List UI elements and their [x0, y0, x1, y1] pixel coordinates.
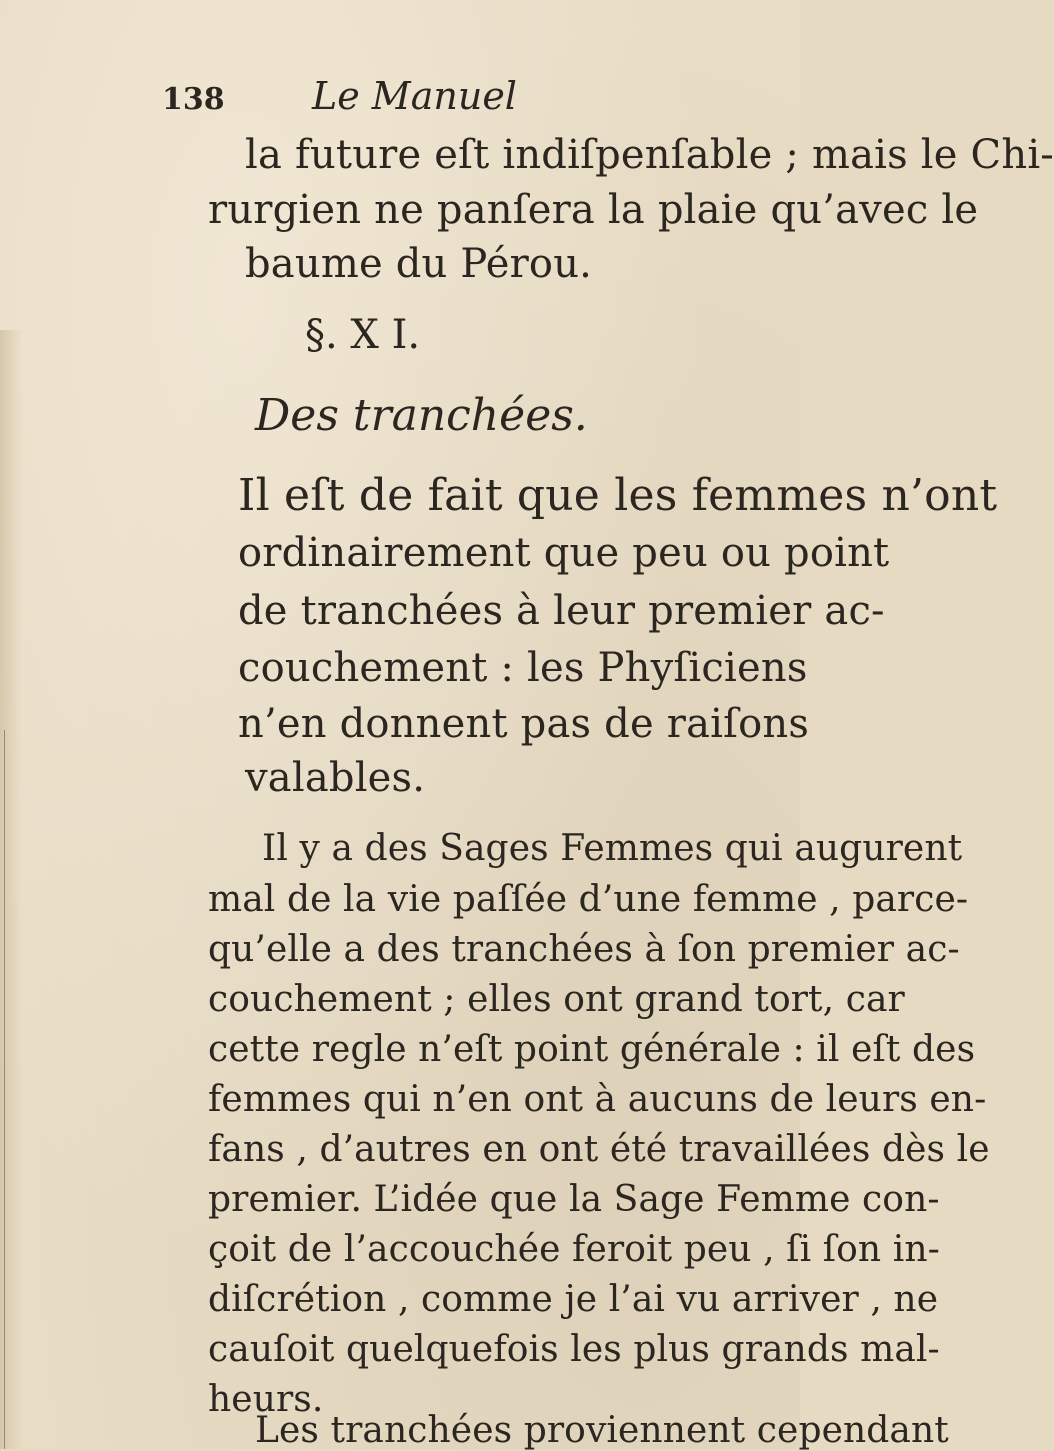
- text-line: rurgien ne panſera la plaie qu’avec le: [208, 187, 979, 233]
- text-line: couchement ; elles ont grand tort, car: [208, 979, 905, 1020]
- page-number: 138: [162, 82, 225, 117]
- running-title: Le Manuel: [312, 74, 517, 118]
- text-line: heurs.: [208, 1379, 324, 1420]
- text-line: valables.: [245, 755, 426, 801]
- text-line: couchement : les Phyſiciens: [238, 645, 808, 691]
- text-line: Les tranchées proviennent cependant: [255, 1410, 949, 1451]
- text-line: n’en donnent pas de raiſons: [238, 701, 810, 747]
- text-line: qu’elle a des tranchées à ſon premier ac-: [208, 929, 960, 970]
- text-line: cauſoit quelquefois les plus grands mal-: [208, 1329, 940, 1370]
- text-line: diſcrétion , comme je l’ai vu arriver , ne: [208, 1279, 939, 1320]
- section-number: §. X I.: [305, 312, 421, 358]
- section-title: Des tranchées.: [255, 390, 588, 441]
- text-line: çoit de l’accouchée feroit peu , ſi ſon in-: [208, 1229, 940, 1270]
- text-line: premier. L’idée que la Sage Femme con-: [208, 1179, 940, 1220]
- text-line: la future eſt indiſpenſable ; mais le Chi-: [245, 132, 1054, 178]
- text-line: de tranchées à leur premier ac-: [238, 588, 885, 634]
- text-line: Il y a des Sages Femmes qui augurent: [262, 828, 963, 869]
- text-line: Il eſt de fait que les femmes n’ont: [238, 470, 998, 521]
- text-line: ordinairement que peu ou point: [238, 530, 890, 576]
- page-binding-edge: [4, 730, 5, 1449]
- text-line: femmes qui n’en ont à aucuns de leurs en-: [208, 1079, 987, 1120]
- text-line: cette regle n’eſt point générale : il eſt des: [208, 1029, 976, 1070]
- text-line: mal de la vie paſſée d’une femme , parce-: [208, 879, 969, 920]
- text-line: fans , d’autres en ont été travaillées dès le: [208, 1129, 990, 1170]
- running-head: [162, 74, 662, 118]
- text-line: baume du Pérou.: [245, 241, 593, 287]
